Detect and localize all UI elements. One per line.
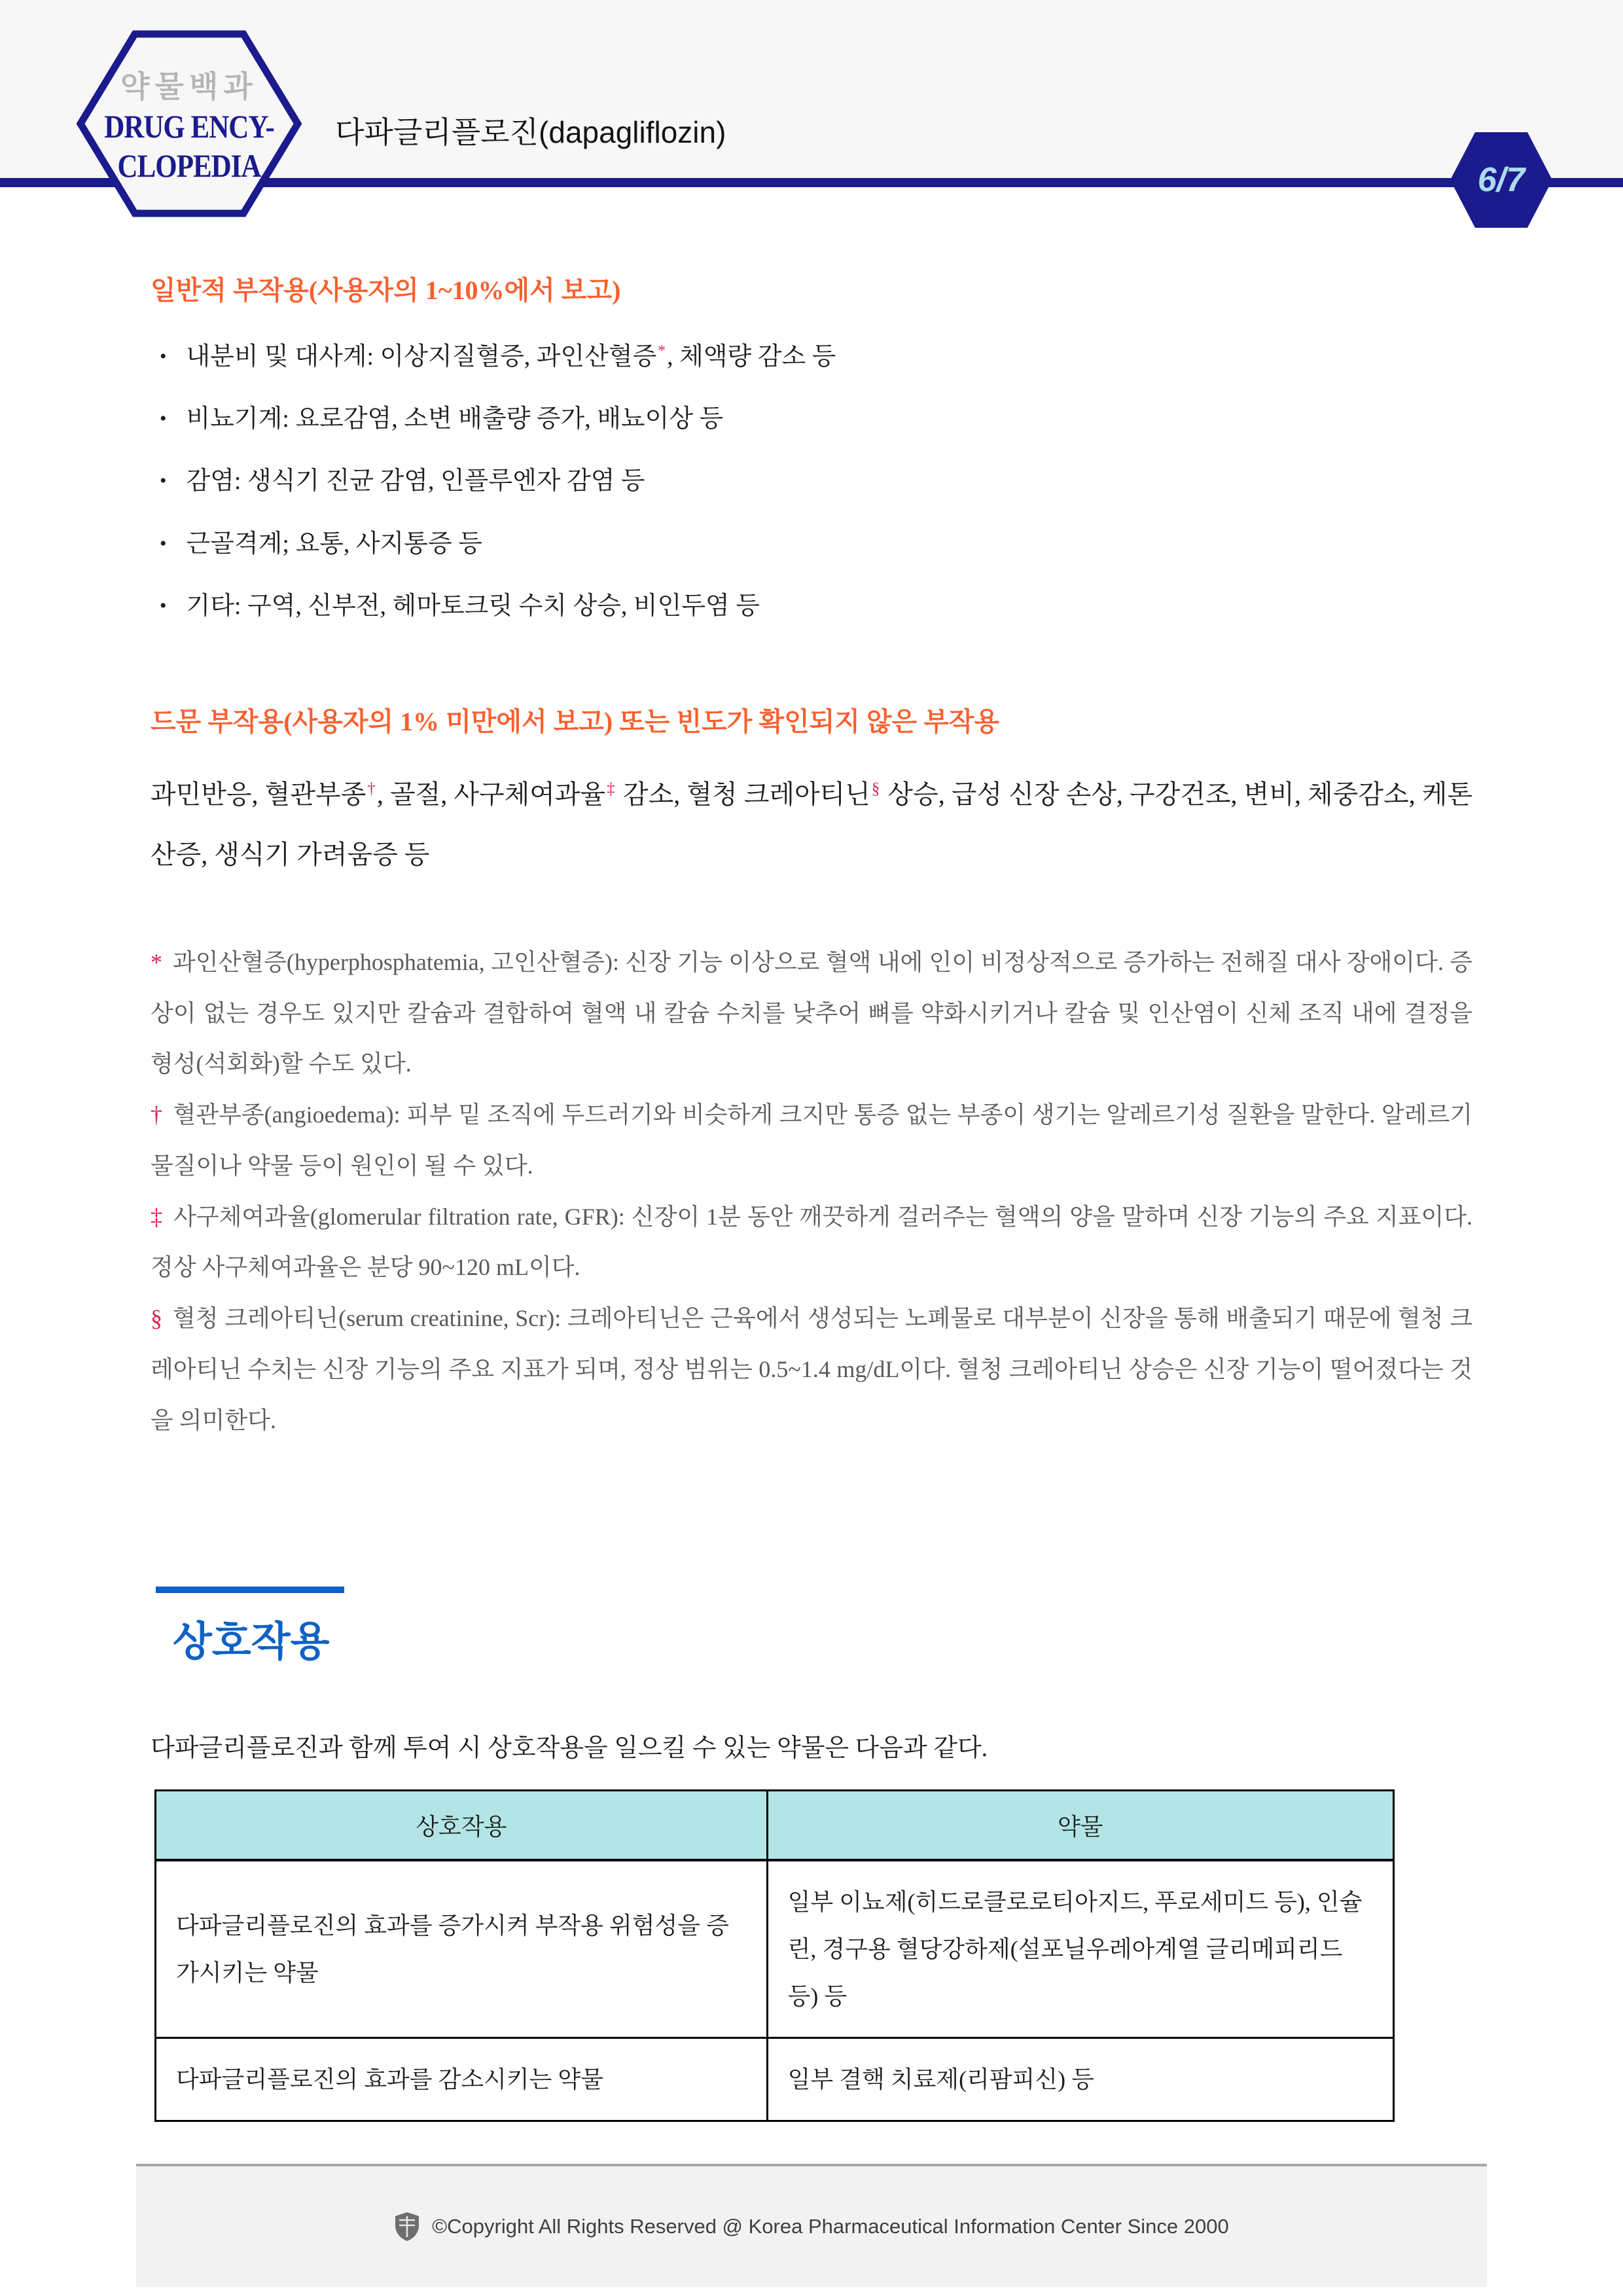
footnote-text: 혈관부종(angioedema): 피부 밑 조직에 두드러기와 비슷하게 크지만 통증 없는 부종이 생기는 알레르기성 질환을 말한다. 알레르기 물질이나 약물 등이 원인이 될 수 있다. xyxy=(151,1102,1472,1179)
side-effect-item xyxy=(160,340,1472,374)
bullet-icon: • xyxy=(160,470,167,492)
footnote-hyperphosphatemia xyxy=(151,937,1472,1090)
footnote-marker-dagger: † xyxy=(151,1102,163,1128)
interaction-cell: 다파글리플로진의 효과를 증가시켜 부작용 위험성을 증가시키는 약물 xyxy=(156,1860,768,2038)
section-accent-bar xyxy=(156,1587,344,1593)
table-row xyxy=(156,2038,1394,2121)
footnote-marker-section-sign: § xyxy=(151,1305,162,1332)
rare-side-effects-heading: 드문 부작용(사용자의 1% 미만에서 보고) 또는 빈도가 확인되지 않은 부작용 xyxy=(151,706,1000,736)
footnote-ref-dagger: † xyxy=(367,780,376,798)
rare-text-segment: 상승, 급성 신장 손상, 구강건조, 변비, 체중감소, 케톤산증, 생식기 가려움증 등 xyxy=(151,779,1472,869)
footnote-ref-asterisk: * xyxy=(658,342,666,360)
column-header-drug: 약물 xyxy=(767,1791,1393,1861)
footnote-gfr xyxy=(151,1192,1472,1294)
table-row xyxy=(156,1860,1394,2038)
logo-english-text-line2: CLOPEDIA xyxy=(117,149,261,185)
footnote-text: 사구체여과율(glomerular filtration rate, GFR): 신장이 1분 동안 깨끗하게 걸러주는 혈액의 양을 말하며 신장 기능의 주요 지표이다. 정상 사구체여과율은 분당 90~120 mL이다. xyxy=(151,1203,1472,1281)
side-effect-text: 근골격계; 요통, 사지통증 등 xyxy=(186,529,482,558)
document-body xyxy=(0,187,1623,2122)
side-effect-text: 내분비 및 대사계: 이상지질혈증, 과인산혈증 xyxy=(186,343,657,370)
side-effect-item xyxy=(160,464,1472,499)
bullet-icon: • xyxy=(160,594,167,617)
side-effect-item xyxy=(160,527,1472,562)
bullet-icon: • xyxy=(160,408,167,430)
side-effect-item xyxy=(160,402,1472,437)
logo-korean-text: 약물백과 xyxy=(120,70,258,103)
footnote-text: 과인산혈증(hyperphosphatemia, 고인산혈증): 신장 기능 이상으로 혈액 내에 인이 비정상적으로 증가하는 전해질 대사 장애이다. 증상이 없는 경우도 있지만 칼슘과 결합하여 혈액 내 칼슘 수치를 낮추어 뼈를 약화시키거나 칼슘 및 인산염이 신체 조직 내에 결정을 형성(석회화)할 수도 있다. xyxy=(151,948,1472,1077)
rare-text-segment: 감소, 혈청 크레아티닌 xyxy=(616,779,870,809)
footnote-serum-creatinine xyxy=(151,1293,1472,1446)
page-number-text: 6/7 xyxy=(1477,161,1525,199)
footnote-marker-asterisk: * xyxy=(151,948,162,975)
interaction-cell: 다파글리플로진의 효과를 감소시키는 약물 xyxy=(156,2038,768,2121)
interactions-table-head xyxy=(156,1791,1394,1861)
footnote-ref-section-sign: § xyxy=(871,780,880,798)
footnote-angioedema xyxy=(151,1090,1472,1192)
interactions-intro-text: 다파글리플로진과 함께 투여 시 상호작용을 일으킬 수 있는 약물은 다음과 같다. xyxy=(151,1734,988,1763)
interactions-heading: 상호작용 xyxy=(173,1619,330,1665)
copyright-footer xyxy=(136,2164,1487,2287)
table-header-row xyxy=(156,1791,1394,1861)
rare-side-effects-text xyxy=(151,764,1472,885)
bullet-icon: • xyxy=(160,532,167,554)
interactions-table xyxy=(154,1789,1395,2122)
footnotes-block xyxy=(151,937,1472,1446)
drug-cell: 일부 결핵 치료제(리팜피신) 등 xyxy=(767,2038,1393,2121)
footnote-marker-double-dagger: ‡ xyxy=(151,1203,164,1230)
side-effect-item xyxy=(160,589,1472,624)
general-side-effects-list xyxy=(151,340,1472,624)
drug-cell: 일부 이뇨제(히드로클로로티아지드, 푸로세미드 등), 인슐린, 경구용 혈당강하제(설포닐우레아계열 글리메피리드 등) 등 xyxy=(767,1860,1393,2038)
kpic-shield-icon xyxy=(394,2211,420,2242)
logo-english-text-line1: DRUG ENCY- xyxy=(104,109,274,145)
side-effect-text: , 체액량 감소 등 xyxy=(667,343,836,370)
side-effect-text: 기타: 구역, 신부전, 헤마토크릿 수치 상승, 비인두염 등 xyxy=(186,592,760,620)
rare-text-segment: , 골절, 사구체여과율 xyxy=(376,779,606,809)
side-effect-text: 감염: 생식기 진균 감염, 인플루엔자 감염 등 xyxy=(186,467,645,495)
bullet-icon: • xyxy=(160,346,167,367)
side-effect-text: 비뇨기계: 요로감염, 소변 배출량 증가, 배뇨이상 등 xyxy=(186,405,724,433)
rare-text-segment: 과민반응, 혈관부종 xyxy=(151,779,366,809)
footnote-ref-double-dagger: ‡ xyxy=(607,780,615,798)
general-side-effects-heading: 일반적 부작용(사용자의 1~10%에서 보고) xyxy=(151,276,621,305)
footnote-text: 혈청 크레아티닌(serum creatinine, Scr): 크레아티닌은 근육에서 생성되는 노폐물로 대부분이 신장을 통해 배출되기 때문에 혈청 크레아티닌 수치는 신장 기능의 주요 지표가 되며, 정상 범위는 0.5~1.4 mg/dL이다. 혈청 크레아티닌 상승은 신장 기능이 떨어졌다는 것을 의미한다. xyxy=(151,1305,1472,1433)
page-title: 다파글리플로진(dapagliflozin) xyxy=(335,115,726,149)
interactions-table-body xyxy=(156,1860,1394,2121)
copyright-text: ©Copyright All Rights Reserved @ Korea Pharmaceutical Information Center Since 2000 xyxy=(432,2215,1229,2238)
column-header-interaction: 상호작용 xyxy=(156,1791,768,1861)
